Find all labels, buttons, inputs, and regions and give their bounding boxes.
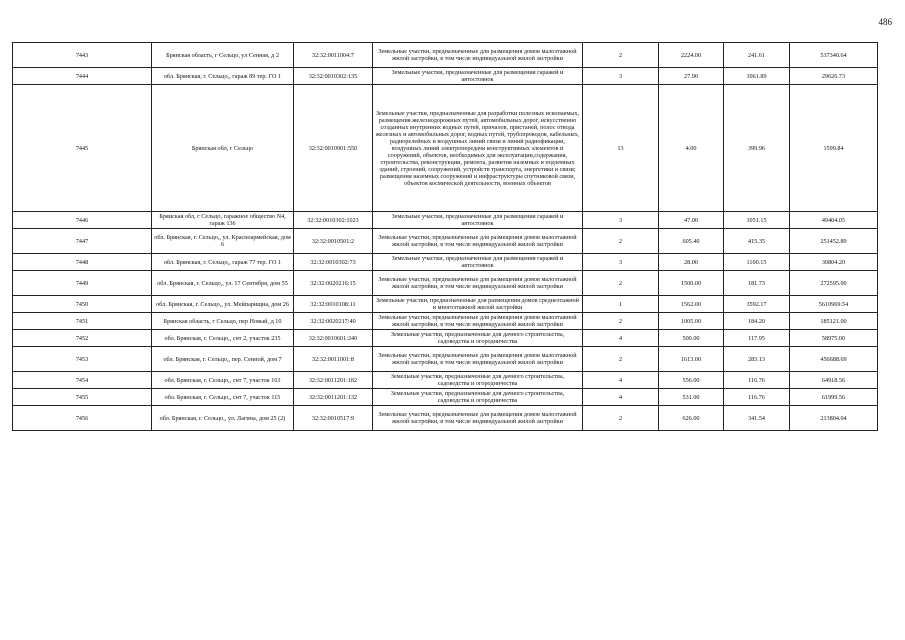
cell-category: 2	[583, 271, 659, 296]
cell-area: 605.40	[659, 229, 724, 254]
cell-cadastral-value: 58975.00	[790, 330, 878, 347]
page-number: 486	[878, 17, 892, 27]
cell-record-number: 7452	[13, 330, 152, 347]
table-row	[13, 212, 878, 229]
cell-area: 1562.00	[659, 296, 724, 313]
cell-record-number: 7443	[13, 43, 152, 68]
cell-permitted-use: Земельные участки, предназначенные для размещения домов среднеэтажной и многоэтажной жилой застройки	[373, 296, 583, 313]
cell-record-number: 7456	[13, 406, 152, 431]
cell-record-number: 7445	[13, 85, 152, 212]
cell-area: 27.90	[659, 68, 724, 85]
cell-area: 626.00	[659, 406, 724, 431]
cell-cadastral-value: 49404.05	[790, 212, 878, 229]
table-row	[13, 271, 878, 296]
cell-permitted-use: Земельные участки, предназначенные для дачного строительства, садоводства и огородничества	[373, 389, 583, 406]
cell-cadastral-value: 29626.73	[790, 68, 878, 85]
cell-unit-value: 283.13	[724, 347, 790, 372]
cell-area: 47.00	[659, 212, 724, 229]
table-row	[13, 254, 878, 271]
cell-address: обл. Брянская, г. Сельцо,, гараж 77 тер. ГО 1	[152, 254, 294, 271]
cell-record-number: 7448	[13, 254, 152, 271]
cell-category: 1	[583, 296, 659, 313]
table-row	[13, 406, 878, 431]
cell-permitted-use: Земельные участки, предназначенные для размещения домов малоэтажной жилой застройки, в том числе индивидуальной жилой застройки	[373, 406, 583, 431]
cell-record-number: 7451	[13, 313, 152, 330]
cell-address: Брянская обл, г Сельцо, гаражное общество N4, гараж 136	[152, 212, 294, 229]
cell-address: обл. Брянская, г. Сельцо,, снт 7, участок 163	[152, 372, 294, 389]
cell-cadastral-value: 30804.20	[790, 254, 878, 271]
cell-unit-value: 3592.17	[724, 296, 790, 313]
cell-permitted-use: Земельные участки, предназначенные для размещения гаражей и автостоянок	[373, 212, 583, 229]
table-row	[13, 313, 878, 330]
cell-address: обл. Брянская, г. Сельцо,, ул. Мейпарищна, дом 26	[152, 296, 294, 313]
cell-area: 1500.00	[659, 271, 724, 296]
cell-cadastral-value: 64918.56	[790, 372, 878, 389]
cell-category: 2	[583, 406, 659, 431]
table-row	[13, 296, 878, 313]
cell-cadastral-value: 537340.64	[790, 43, 878, 68]
cell-record-number: 7444	[13, 68, 152, 85]
cell-area: 500.00	[659, 330, 724, 347]
cell-cadastral-number: 32:32:0011001:8	[294, 347, 373, 372]
cell-permitted-use: Земельные участки, предназначенные для дачного строительства, садоводства и огородничества	[373, 372, 583, 389]
cell-cadastral-number: 32:32:0010302:1023	[294, 212, 373, 229]
cell-cadastral-number: 32:32:0010302:135	[294, 68, 373, 85]
cell-area: 28.00	[659, 254, 724, 271]
cell-category: 3	[583, 254, 659, 271]
cell-area: 556.00	[659, 372, 724, 389]
cell-unit-value: 241.61	[724, 43, 790, 68]
table-row	[13, 229, 878, 254]
cell-unit-value: 415.35	[724, 229, 790, 254]
cell-permitted-use: Земельные участки, предназначенные для разработки полезных ископаемых, размещения железнодорожных путей, автомобильных дорог, искусственно созданных внутренних водных путей, причалов, пристаней, полос отвода железных и автомобильных дорог, водных путей, трубопроводов, кабельных, радиорелейных и воздушных линий связи и линий радиофикации, воздушных линий электропередачи конструктивных элементов и сооружений, объектов, необходимых для эксплуатации,содержания, строительства, реконструкции, ремонта, развития наземных и подземных зданий, строений, сооружений, устройств транспорта, энергетики и связи; размещения наземных сооружений и инфраструктуры спутниковой связи, объектов космической деятельности, военных объектов	[373, 85, 583, 212]
cell-unit-value: 116.76	[724, 372, 790, 389]
cell-cadastral-number: 32:32:0010901:550	[294, 85, 373, 212]
cell-permitted-use: Земельные участки, предназначенные для размещения домов малоэтажной жилой застройки, в том числе индивидуальной жилой застройки	[373, 229, 583, 254]
cell-cadastral-number: 32:32:0011004:7	[294, 43, 373, 68]
cell-unit-value: 117.95	[724, 330, 790, 347]
cell-cadastral-number: 32:32:0011201:132	[294, 389, 373, 406]
cell-cadastral-number: 32:32:0011201:182	[294, 372, 373, 389]
cell-category: 13	[583, 85, 659, 212]
table-row	[13, 372, 878, 389]
cell-area: 4.00	[659, 85, 724, 212]
cell-unit-value: 181.73	[724, 271, 790, 296]
cell-address: обл. Брянская, г. Сельцо,, ул. 17 Сентября, дом 55	[152, 271, 294, 296]
cell-category: 2	[583, 43, 659, 68]
cell-address: обл. Брянская, г. Сельцо,, пер. Сенной, дом 7	[152, 347, 294, 372]
cell-area: 2224.00	[659, 43, 724, 68]
cell-cadastral-value: 456688.69	[790, 347, 878, 372]
cell-cadastral-value: 213804.04	[790, 406, 878, 431]
cell-cadastral-value: 5610969.54	[790, 296, 878, 313]
cell-category: 4	[583, 330, 659, 347]
cell-unit-value: 341.54	[724, 406, 790, 431]
cell-category: 2	[583, 229, 659, 254]
cell-category: 2	[583, 313, 659, 330]
cell-category: 3	[583, 68, 659, 85]
cell-cadastral-value: 185121.00	[790, 313, 878, 330]
cell-permitted-use: Земельные участки, предназначенные для размещения домов малоэтажной жилой застройки, в том числе индивидуальной жилой застройки	[373, 271, 583, 296]
cell-record-number: 7455	[13, 389, 152, 406]
table-body	[13, 43, 878, 431]
table-row	[13, 347, 878, 372]
cell-permitted-use: Земельные участки, предназначенные для размещения гаражей и автостоянок	[373, 68, 583, 85]
cell-cadastral-number: 32:32:0010302:73	[294, 254, 373, 271]
cell-address: обл. Брянская, г. Сельцо,, снт 7, участок 115	[152, 389, 294, 406]
table-row	[13, 43, 878, 68]
cell-address: обл. Брянская, г. Сельцо,, ул. Красноармейская, дом 6	[152, 229, 294, 254]
table-row	[13, 330, 878, 347]
cell-permitted-use: Земельные участки, предназначенные для размещения домов малоэтажной жилой застройки, в том числе индивидуальной жилой застройки	[373, 43, 583, 68]
table-row	[13, 389, 878, 406]
table-row	[13, 85, 878, 212]
cell-permitted-use: Земельные участки, предназначенные для размещения домов малоэтажной жилой застройки, в том числе индивидуальной жилой застройки	[373, 347, 583, 372]
cell-record-number: 7454	[13, 372, 152, 389]
cell-permitted-use: Земельные участки, предназначенные для дачного строительства, садоводства и огородничества	[373, 330, 583, 347]
cell-record-number: 7446	[13, 212, 152, 229]
cell-address: обл. Брянская, г. Сельцо,, гараж 89 тер. ГО 1	[152, 68, 294, 85]
cell-address: Брянская область, г Сельцо, пер Новый, д 10	[152, 313, 294, 330]
cell-cadastral-number: 32:32:0010501:2	[294, 229, 373, 254]
cell-address: Брянская область, г Сельцо, ул Сенная, д 2	[152, 43, 294, 68]
cell-cadastral-number: 32:32:0010517:9	[294, 406, 373, 431]
cell-cadastral-value: 272595.00	[790, 271, 878, 296]
cell-unit-value: 399.96	[724, 85, 790, 212]
cell-cadastral-number: 32:32:0010108:11	[294, 296, 373, 313]
cell-record-number: 7450	[13, 296, 152, 313]
cell-area: 1613.00	[659, 347, 724, 372]
land-registry-table	[12, 42, 878, 431]
cell-area: 531.00	[659, 389, 724, 406]
cell-category: 2	[583, 347, 659, 372]
cell-category: 4	[583, 372, 659, 389]
cell-permitted-use: Земельные участки, предназначенные для размещения гаражей и автостоянок	[373, 254, 583, 271]
cell-unit-value: 1051.15	[724, 212, 790, 229]
cell-cadastral-value: 1599.84	[790, 85, 878, 212]
cell-cadastral-value: 61999.56	[790, 389, 878, 406]
cell-category: 4	[583, 389, 659, 406]
table-row	[13, 68, 878, 85]
cell-area: 1005.00	[659, 313, 724, 330]
cell-unit-value: 1100.15	[724, 254, 790, 271]
cell-cadastral-number: 32:32:0020217:40	[294, 313, 373, 330]
cell-cadastral-value: 251452.89	[790, 229, 878, 254]
cell-record-number: 7447	[13, 229, 152, 254]
cell-permitted-use: Земельные участки, предназначенные для размещения домов малоэтажной жилой застройки, в том числе индивидуальной жилой застройки	[373, 313, 583, 330]
cell-address: обл. Брянская, г. Сельцо,, ул. Лагина, дом 25 (2)	[152, 406, 294, 431]
cell-unit-value: 184.20	[724, 313, 790, 330]
cell-category: 3	[583, 212, 659, 229]
cell-record-number: 7453	[13, 347, 152, 372]
cell-cadastral-number: 32:32:0020216:15	[294, 271, 373, 296]
cell-record-number: 7449	[13, 271, 152, 296]
cell-address: обл. Брянская, г. Сельцо,, снт 2, участок 235	[152, 330, 294, 347]
cell-unit-value: 116.76	[724, 389, 790, 406]
cell-cadastral-number: 32:32:0010601:240	[294, 330, 373, 347]
cell-address: Брянская обл, г Сельцо	[152, 85, 294, 212]
cell-unit-value: 1061.89	[724, 68, 790, 85]
